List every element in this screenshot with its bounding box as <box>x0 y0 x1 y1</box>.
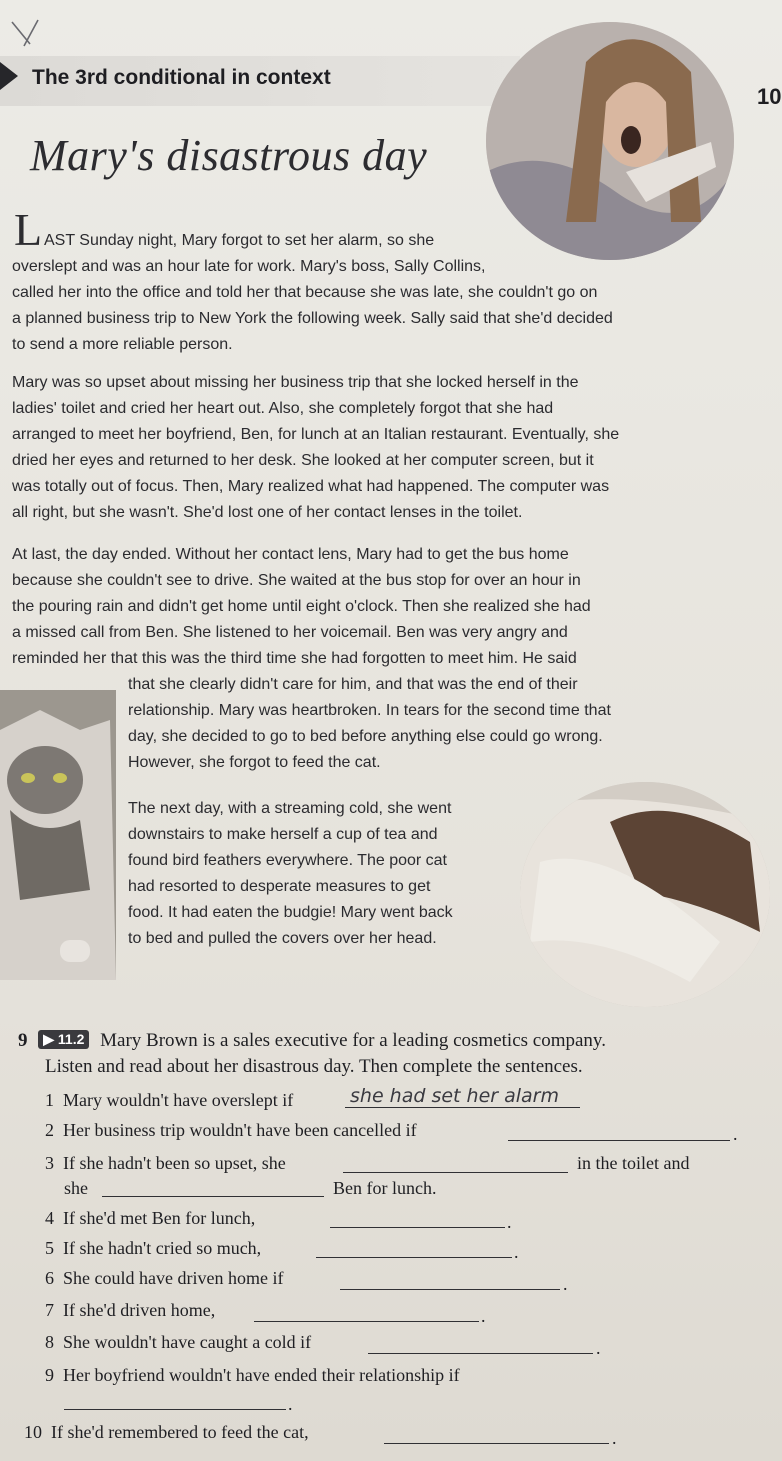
exercise-instruction: Listen and read about her disastrous day. Then complete the sentences. <box>45 1056 583 1077</box>
exercise-item-4 <box>45 1208 255 1229</box>
story-title: Mary's disastrous day <box>30 131 428 180</box>
exercise-item-9 <box>45 1365 460 1386</box>
story-line: overslept and was an hour late for work. Mary's boss, Sally Collins, <box>12 258 486 275</box>
item-text: If she'd remembered to feed the cat, <box>51 1422 309 1442</box>
exercise-item-6 <box>45 1268 283 1289</box>
answer-blank-8[interactable] <box>368 1353 593 1354</box>
item-text: If she hadn't been so upset, she <box>63 1153 286 1173</box>
story-line: had resorted to desperate measures to get <box>128 878 431 895</box>
story-line: AST Sunday night, Mary forgot to set her alarm, so she <box>44 232 435 249</box>
item-end: . <box>612 1428 617 1448</box>
unit-title: The 3rd conditional in context <box>32 66 331 89</box>
item-text: she <box>64 1178 88 1198</box>
story-line: all right, but she wasn't. She'd lost one of her contact lenses in the toilet. <box>12 504 523 521</box>
answer-blank-7[interactable] <box>254 1321 479 1322</box>
item-number: 10 <box>24 1422 42 1442</box>
item-end: Ben for lunch. <box>333 1178 437 1198</box>
exercise-intro: Mary Brown is a sales executive for a leading cosmetics company. <box>100 1030 606 1051</box>
story-line: Mary was so upset about missing her business trip that she locked herself in the <box>12 374 579 391</box>
page-number: 10 <box>757 84 782 109</box>
item-end: . <box>563 1274 568 1294</box>
item-text: She wouldn't have caught a cold if <box>63 1332 312 1352</box>
answer-blank-2[interactable] <box>508 1140 730 1141</box>
story-line: However, she forgot to feed the cat. <box>128 754 381 771</box>
item-end: in the toilet and <box>577 1153 690 1173</box>
item-text: If she hadn't cried so much, <box>63 1238 262 1258</box>
item-number: 8 <box>45 1332 54 1352</box>
item-end: . <box>596 1338 601 1358</box>
exercise-item-7 <box>45 1300 215 1321</box>
audio-track-button[interactable]: ▶ 11.2 <box>38 1030 89 1049</box>
photo-cat <box>0 690 116 980</box>
item-end: . <box>733 1124 738 1144</box>
story-line: found bird feathers everywhere. The poor cat <box>128 852 447 869</box>
photo-woman-waking <box>486 22 734 260</box>
item-number: 5 <box>45 1238 54 1258</box>
item-number: 6 <box>45 1268 54 1288</box>
photo-woman-in-bed <box>520 782 770 1007</box>
exercise-item-3-continued <box>64 1178 88 1199</box>
answer-blank-3a[interactable] <box>343 1172 568 1173</box>
exercise-header <box>18 1030 606 1052</box>
exercise-item-1 <box>45 1090 293 1111</box>
story-line: the pouring rain and didn't get home until eight o'clock. Then she realized she had <box>12 598 591 615</box>
answer-blank-1[interactable] <box>345 1107 580 1108</box>
banner-arrow-icon <box>0 62 18 90</box>
exercise-item-8 <box>45 1332 311 1353</box>
audio-track-number: 11.2 <box>57 1031 85 1047</box>
story-line: At last, the day ended. Without her contact lens, Mary had to get the bus home <box>12 546 569 563</box>
story-line: day, she decided to go to bed before anything else could go wrong. <box>128 728 603 745</box>
handwritten-answer-1: she had set her alarm <box>350 1085 559 1107</box>
story-line: ladies' toilet and cried her heart out. Also, she completely forgot that she had <box>12 400 554 417</box>
exercise-item-10 <box>24 1422 309 1443</box>
drop-cap: L <box>14 204 43 255</box>
exercise-item-2 <box>45 1120 417 1141</box>
answer-blank-9[interactable] <box>64 1409 286 1410</box>
item-end: . <box>507 1212 512 1232</box>
exercise-item-5 <box>45 1238 261 1259</box>
answer-blank-10[interactable] <box>384 1443 609 1444</box>
item-text: She could have driven home if <box>63 1268 284 1288</box>
item-number: 9 <box>45 1365 54 1385</box>
pencil-mark-icon <box>8 18 48 58</box>
story-line: The next day, with a streaming cold, she went <box>128 800 452 817</box>
story-line: a missed call from Ben. She listened to her voicemail. Ben was very angry and <box>12 624 568 641</box>
item-text: If she'd driven home, <box>63 1300 216 1320</box>
answer-blank-3b[interactable] <box>102 1196 324 1197</box>
exercise-item-3 <box>45 1153 286 1174</box>
story-line: reminded her that this was the third time she had forgotten to meet him. He said <box>12 650 577 667</box>
story-line: that she clearly didn't care for him, and that was the end of their <box>128 676 578 693</box>
item-number: 2 <box>45 1120 54 1140</box>
story-line: relationship. Mary was heartbroken. In tears for the second time that <box>128 702 611 719</box>
story-line: to bed and pulled the covers over her head. <box>128 930 437 947</box>
story-line: a planned business trip to New York the following week. Sally said that she'd decided <box>12 310 613 327</box>
story-line: called her into the office and told her that because she was late, she couldn't go on <box>12 284 598 301</box>
item-end: . <box>481 1306 486 1326</box>
item-number: 3 <box>45 1153 54 1173</box>
exercise-number: 9 <box>18 1030 28 1051</box>
story-line: was totally out of focus. Then, Mary realized what had happened. The computer was <box>12 478 610 495</box>
answer-blank-5[interactable] <box>316 1257 512 1258</box>
item-text: Mary wouldn't have overslept if <box>63 1090 294 1110</box>
story-line: downstairs to make herself a cup of tea and <box>128 826 438 843</box>
answer-blank-6[interactable] <box>340 1289 560 1290</box>
item-number: 7 <box>45 1300 54 1320</box>
item-text: Her boyfriend wouldn't have ended their relationship if <box>63 1365 460 1385</box>
item-text: Her business trip wouldn't have been cancelled if <box>63 1120 417 1140</box>
item-text: If she'd met Ben for lunch, <box>63 1208 256 1228</box>
item-number: 4 <box>45 1208 54 1228</box>
story-line: dried her eyes and returned to her desk. She looked at her computer screen, but it <box>12 452 594 469</box>
story-line: arranged to meet her boyfriend, Ben, for lunch at an Italian restaurant. Eventually, she <box>12 426 620 443</box>
item-number: 1 <box>45 1090 54 1110</box>
story-line: to send a more reliable person. <box>12 336 233 353</box>
item-end: . <box>288 1394 293 1414</box>
story-line: food. It had eaten the budgie! Mary went back <box>128 904 453 921</box>
story-line: because she couldn't see to drive. She waited at the bus stop for over an hour in <box>12 572 581 589</box>
item-end: . <box>514 1242 519 1262</box>
answer-blank-4[interactable] <box>330 1227 505 1228</box>
